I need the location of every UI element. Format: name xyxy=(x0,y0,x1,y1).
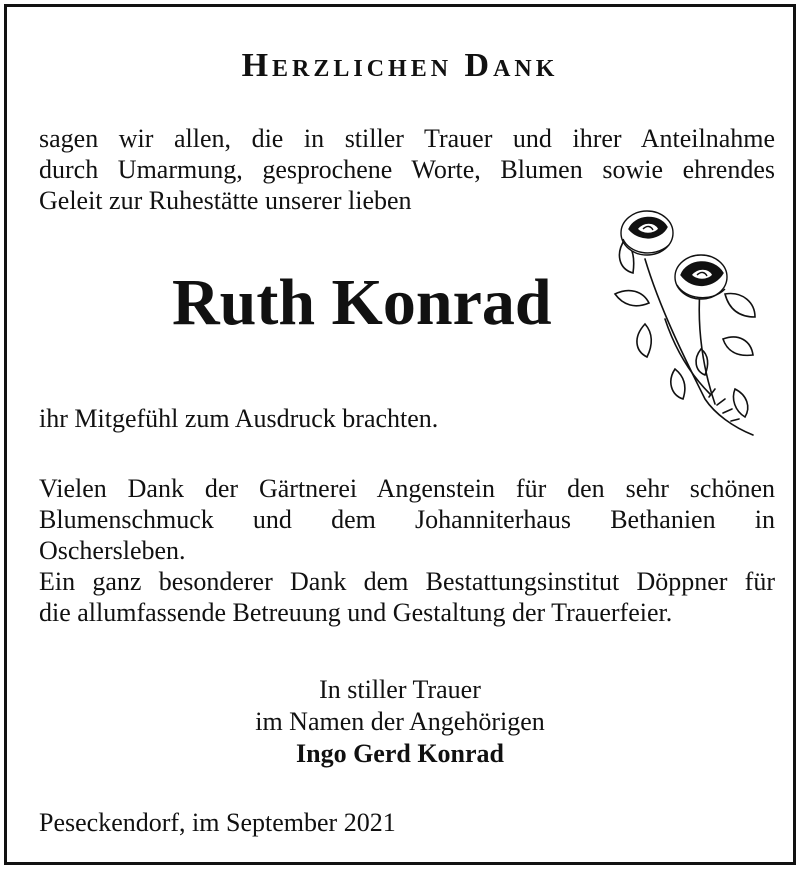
sympathy-line: ihr Mitgefühl zum Ausdruck brachten. xyxy=(39,404,439,433)
thanks-line: die allumfassende Betreuung und Gestaltung der Trauerfeier. xyxy=(39,598,673,627)
signer-name: Ingo Gerd Konrad xyxy=(295,739,505,768)
deceased-name: Ruth Konrad xyxy=(172,266,552,339)
place-date: Peseckendorf, im September 2021 xyxy=(39,808,396,837)
thanks-line: Oschersleben. xyxy=(39,536,186,565)
roses-icon xyxy=(605,199,765,439)
intro-line: sagen wir allen, die in stiller Trauer und ihrer Anteilnahme xyxy=(39,124,775,153)
intro-line: durch Umarmung, gesprochene Worte, Blumen sowie ehrendes xyxy=(39,155,775,184)
closing-line-1: In stiller Trauer xyxy=(319,675,481,704)
intro-line: Geleit zur Ruhestätte unserer lieben xyxy=(39,186,412,215)
thanks-line: Vielen Dank der Gärtnerei Angenstein für den sehr schönen xyxy=(39,474,775,503)
notice-heading: Herzlichen Dank xyxy=(241,47,559,84)
closing-line-2: im Namen der Angehörigen xyxy=(255,707,545,736)
thanks-line: Blumenschmuck und dem Johanniterhaus Bethanien in xyxy=(39,505,775,534)
thanks-line: Ein ganz besonderer Dank dem Bestattungsinstitut Döppner für xyxy=(39,567,775,596)
notice-frame xyxy=(4,4,796,865)
thanks-text xyxy=(39,473,775,628)
